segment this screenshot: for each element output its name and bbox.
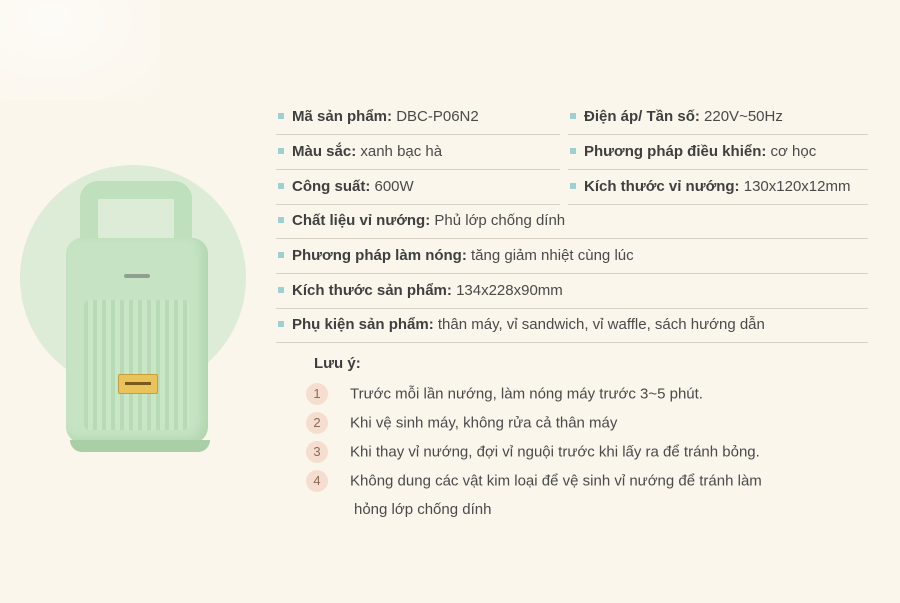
note-number-badge: 4: [306, 470, 328, 492]
spec-label: Kích thước vỉ nướng:: [584, 178, 740, 195]
bullet-icon: [278, 148, 284, 154]
spec-row-color: [276, 134, 560, 170]
spec-value: thân máy, vỉ sandwich, vỉ waffle, sách hướng dẫn: [437, 316, 765, 333]
spec-label: Phương pháp làm nóng:: [292, 247, 467, 264]
notes-title: Lưu ý:: [314, 355, 361, 372]
note-number-badge: 1: [306, 383, 328, 405]
spec-label: Màu sắc:: [292, 143, 357, 160]
bullet-icon: [278, 252, 284, 258]
spec-label: Công suất:: [292, 178, 371, 195]
spec-row-plate-size: [568, 169, 868, 205]
spec-label: Chất liệu vỉ nướng:: [292, 212, 431, 229]
note-text: Khi vệ sinh máy, không rửa cả thân máy: [350, 414, 618, 432]
spec-value: 600W: [374, 178, 414, 195]
spec-row-power: [276, 169, 560, 205]
spec-value: 130x120x12mm: [743, 178, 851, 195]
bullet-icon: [278, 217, 284, 223]
spec-row-control: [568, 134, 868, 170]
note-number-badge: 3: [306, 441, 328, 463]
product-ribbed-panel: [84, 300, 190, 430]
spec-value: 220V~50Hz: [704, 108, 783, 125]
spec-label: Phụ kiện sản phẩm:: [292, 316, 434, 333]
bullet-icon: [278, 321, 284, 327]
spec-value: DBC-P06N2: [396, 108, 479, 125]
spec-value: cơ học: [770, 143, 817, 160]
spec-row-accessories: [276, 307, 868, 343]
spec-value: 134x228x90mm: [456, 282, 563, 299]
bullet-icon: [570, 148, 576, 154]
spec-row-heating: [276, 238, 868, 274]
brand-mark: [124, 274, 150, 278]
bullet-icon: [278, 183, 284, 189]
spec-value: tăng giảm nhiệt cùng lúc: [471, 247, 634, 264]
bullet-icon: [278, 113, 284, 119]
note-item: [306, 412, 617, 434]
spec-label: Phương pháp điều khiển:: [584, 143, 767, 160]
spec-row-model: [276, 99, 560, 135]
note-text: Trước mỗi lần nướng, làm nóng máy trước 3~5 phút.: [350, 385, 703, 403]
bullet-icon: [278, 287, 284, 293]
bullet-icon: [570, 183, 576, 189]
note-item: [306, 470, 762, 492]
spec-value: Phủ lớp chống dính: [434, 212, 566, 229]
bullet-icon: [570, 113, 576, 119]
spec-label: Điện áp/ Tần số:: [584, 108, 700, 125]
spec-label: Mã sản phẩm:: [292, 108, 393, 125]
spec-row-product-size: [276, 273, 868, 309]
spec-row-plate-material: [276, 203, 868, 239]
note-text: Khi thay vỉ nướng, đợi vỉ nguội trước khi lấy ra để tránh bỏng.: [350, 443, 760, 461]
note-text: Không dung các vật kim loại để vệ sinh vỉ nướng để tránh làm: [350, 472, 762, 490]
note-number-badge: 2: [306, 412, 328, 434]
spec-value: xanh bạc hà: [360, 143, 443, 160]
note-item: [306, 441, 760, 463]
spec-label: Kích thước sản phẩm:: [292, 282, 452, 299]
note-item: [306, 383, 703, 405]
product-base: [70, 440, 210, 452]
product-image: [0, 0, 270, 603]
note-continuation: hỏng lớp chống dính: [354, 501, 492, 518]
product-nameplate: [118, 374, 158, 394]
spec-row-voltage: [568, 99, 868, 135]
